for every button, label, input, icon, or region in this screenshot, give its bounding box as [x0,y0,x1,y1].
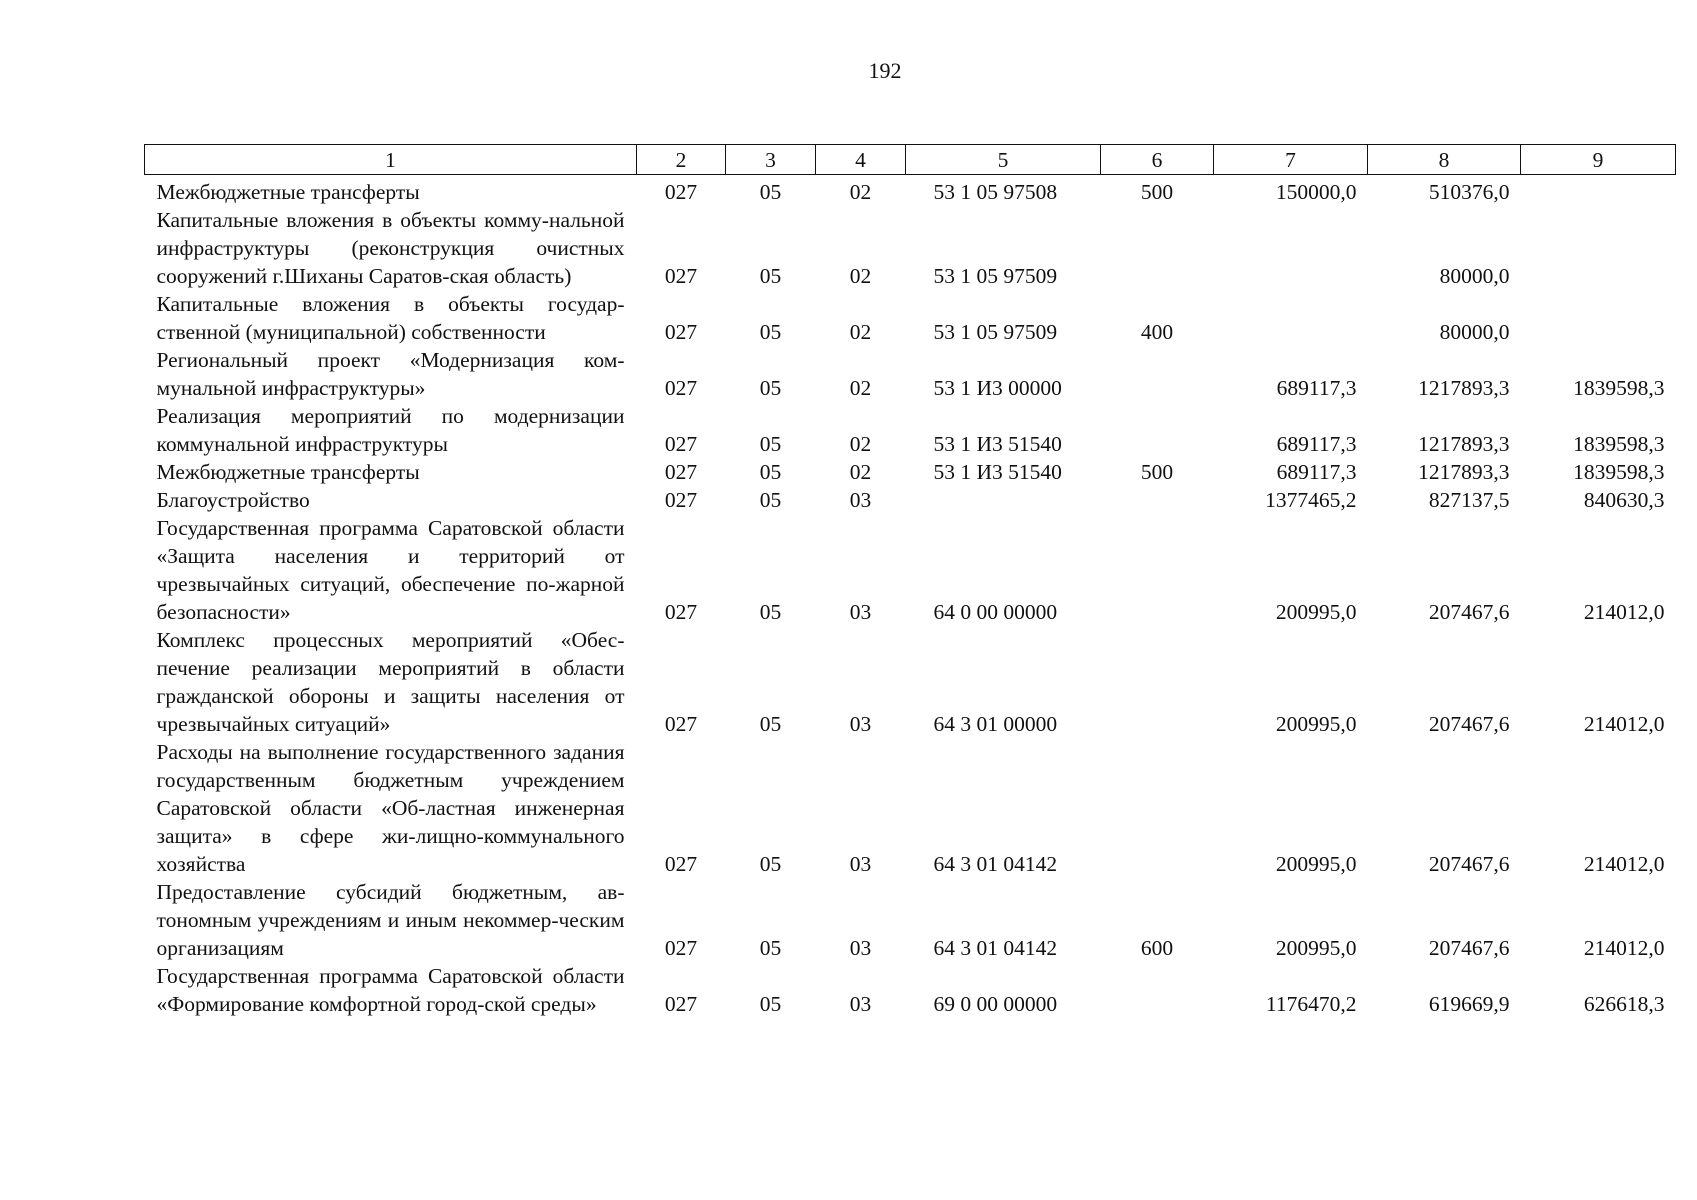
row-col2-cell: 027 [664,376,698,400]
row-col3-cell: 05 [759,600,782,624]
row-col6-cell: 600 [1140,936,1174,960]
row-col2-cell: 027 [664,488,698,512]
row-col5-cell: 53 1 И3 51540 [933,432,1062,456]
row-col7-cell: 689117,3 [1276,432,1357,456]
row-col3-cell: 05 [759,180,782,204]
header-cell-3: 3 [726,145,816,175]
row-col2-cell: 027 [664,320,698,344]
row-col5-cell: 64 3 01 00000 [933,712,1058,736]
row-col3-cell: 05 [759,992,782,1016]
row-col7-cell: 150000,0 [1275,180,1357,204]
row-col6-cell [1101,486,1214,514]
row-name-cell: Региональный проект «Модернизация ком-мунальной инфраструктуры» [156,348,625,400]
header-cell-8: 8 [1368,145,1521,175]
row-col8-cell: 1217893,3 [1418,432,1510,456]
row-col8-cell: 510376,0 [1428,180,1510,204]
row-col6-cell [1101,346,1214,402]
row-col7-cell: 689117,3 [1276,460,1357,484]
row-col8-cell: 619669,9 [1428,992,1510,1016]
row-col9-cell [1521,175,1676,207]
row-col3-cell: 05 [759,320,782,344]
row-col5-cell: 53 1 И3 00000 [933,376,1062,400]
row-col4-cell: 02 [849,320,872,344]
row-col6-cell: 400 [1140,320,1174,344]
row-col6-cell [1101,206,1214,290]
row-col4-cell: 03 [849,712,872,736]
row-col6-cell: 500 [1140,460,1174,484]
table-row [145,878,1676,962]
row-col7-cell: 200995,0 [1275,936,1357,960]
row-col5-cell [906,486,1101,514]
row-name-cell: Реализация мероприятий по модернизации коммунальной инфраструктуры [156,404,625,456]
row-col2-cell: 027 [664,460,698,484]
row-col9-cell: 840630,3 [1583,488,1665,512]
row-col3-cell: 05 [759,936,782,960]
row-col4-cell: 02 [849,376,872,400]
row-col9-cell [1521,206,1676,290]
row-name-cell: Предоставление субсидий бюджетным, ав-тономным учреждениям и иным некоммер-ческим организациям [156,880,625,960]
header-cell-2: 2 [637,145,726,175]
table-row [145,514,1676,626]
row-col9-cell: 214012,0 [1583,600,1665,624]
row-col6-cell [1101,738,1214,878]
row-col4-cell: 03 [849,852,872,876]
row-col3-cell: 05 [759,376,782,400]
row-col6-cell: 500 [1140,180,1174,204]
row-col7-cell: 200995,0 [1275,600,1357,624]
budget-table [144,144,1676,1018]
row-col5-cell: 69 0 00 00000 [933,992,1058,1016]
row-col6-cell [1101,402,1214,458]
row-col9-cell: 626618,3 [1583,992,1665,1016]
row-name-cell: Межбюджетные трансферты [156,180,420,204]
row-col9-cell: 1839598,3 [1573,460,1665,484]
row-col4-cell: 03 [849,992,872,1016]
row-col9-cell: 214012,0 [1583,712,1665,736]
row-col5-cell: 53 1 05 97508 [933,180,1058,204]
row-col8-cell: 80000,0 [1439,264,1510,288]
table-row [145,962,1676,1018]
row-col6-cell [1101,514,1214,626]
row-col2-cell: 027 [664,600,698,624]
row-col4-cell: 02 [849,432,872,456]
row-col6-cell [1101,626,1214,738]
row-col7-cell: 200995,0 [1275,712,1357,736]
header-cell-1: 1 [145,145,637,175]
row-col8-cell: 207467,6 [1428,600,1510,624]
row-col4-cell: 02 [849,460,872,484]
row-col3-cell: 05 [759,488,782,512]
row-col9-cell: 214012,0 [1583,852,1665,876]
row-col2-cell: 027 [664,936,698,960]
table-row [145,402,1676,458]
table-row [145,206,1676,290]
row-name-cell: Капитальные вложения в объекты государ-ственной (муниципальной) собственности [156,292,625,344]
row-col8-cell: 80000,0 [1439,320,1510,344]
row-col8-cell: 207467,6 [1428,936,1510,960]
header-cell-9: 9 [1521,145,1676,175]
header-row [145,145,1676,175]
row-col7-cell [1214,290,1368,346]
row-col5-cell: 64 3 01 04142 [933,852,1058,876]
row-col7-cell: 1176470,2 [1265,992,1357,1016]
row-col9-cell: 1839598,3 [1573,376,1665,400]
row-name-cell: Межбюджетные трансферты [156,460,420,484]
row-col3-cell: 05 [759,432,782,456]
row-col4-cell: 02 [849,264,872,288]
row-col6-cell [1101,962,1214,1018]
table-row [145,290,1676,346]
row-col2-cell: 027 [664,432,698,456]
table-row [145,175,1676,207]
table-row [145,486,1676,514]
row-name-cell: Благоустройство [156,488,310,512]
header-cell-5: 5 [906,145,1101,175]
row-col8-cell: 207467,6 [1428,712,1510,736]
row-col2-cell: 027 [664,992,698,1016]
table-body [145,175,1676,1019]
row-col2-cell: 027 [664,712,698,736]
row-col2-cell: 027 [664,264,698,288]
table-row [145,346,1676,402]
row-col7-cell [1214,206,1368,290]
row-col4-cell: 02 [849,180,872,204]
row-name-cell: Государственная программа Саратовской области «Формирование комфортной город-ской среды» [156,964,625,1016]
row-col3-cell: 05 [759,712,782,736]
row-col8-cell: 827137,5 [1428,488,1510,512]
row-col7-cell: 200995,0 [1275,852,1357,876]
row-name-cell: Комплекс процессных мероприятий «Обес-печение реализации мероприятий в области гражданской обороны и защиты населения от чрезвычайных ситуаций» [156,628,625,736]
row-col4-cell: 03 [849,936,872,960]
table-row [145,626,1676,738]
row-col3-cell: 05 [759,460,782,484]
row-col4-cell: 03 [849,600,872,624]
row-col8-cell: 1217893,3 [1418,376,1510,400]
row-col5-cell: 53 1 05 97509 [933,264,1058,288]
row-col8-cell: 1217893,3 [1418,460,1510,484]
header-cell-4: 4 [816,145,906,175]
row-col3-cell: 05 [759,852,782,876]
row-name-cell: Капитальные вложения в объекты комму-нальной инфраструктуры (реконструкция очистных сооружений г.Шиханы Саратов-ская область) [156,208,625,288]
row-col3-cell: 05 [759,264,782,288]
row-col7-cell: 689117,3 [1276,376,1357,400]
header-cell-7: 7 [1214,145,1368,175]
row-col5-cell: 53 1 05 97509 [933,320,1058,344]
row-name-cell: Расходы на выполнение государственного задания государственным бюджетным учреждением Саратовской области «Об-ластная инженерная защита» в сфере жи-лищно-коммунального хозяйства [156,740,625,876]
row-col5-cell: 64 0 00 00000 [933,600,1058,624]
page-number: 192 [868,58,902,83]
row-col9-cell: 1839598,3 [1573,432,1665,456]
row-name-cell: Государственная программа Саратовской области «Защита населения и территорий от чрезвычайных ситуаций, обеспечение по-жарной безопасности» [156,516,625,624]
row-col8-cell: 207467,6 [1428,852,1510,876]
row-col9-cell: 214012,0 [1583,936,1665,960]
row-col2-cell: 027 [664,852,698,876]
row-col5-cell: 64 3 01 04142 [933,936,1058,960]
row-col5-cell: 53 1 И3 51540 [933,460,1062,484]
row-col2-cell: 027 [664,180,698,204]
row-col7-cell: 1377465,2 [1265,488,1357,512]
row-col9-cell [1521,290,1676,346]
row-col4-cell: 03 [849,488,872,512]
table-row [145,458,1676,486]
table-row [145,738,1676,878]
header-cell-6: 6 [1101,145,1214,175]
